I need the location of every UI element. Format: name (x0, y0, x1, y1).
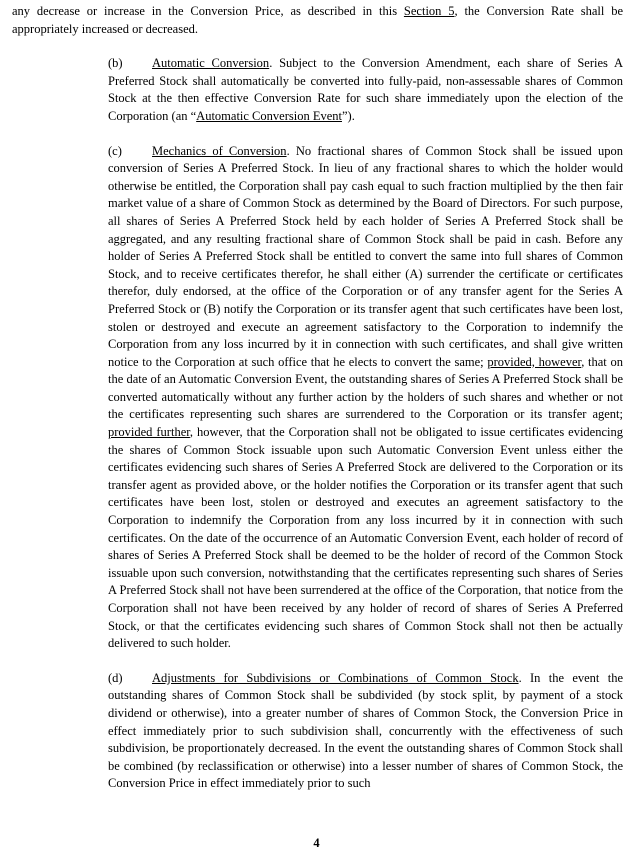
page-number: 4 (313, 836, 320, 850)
continuation-tail: , the Conversion Rate shall be appropriately increased or decreased. (12, 4, 623, 36)
paragraph-d-text: . In the event the outstanding shares of Common Stock shall be subdivided (by stock split, by payment of a stock dividend or otherwise), into a greater number of shares of Common Stock, the Conversion Price in effect immediately prior to such subdivision shall, concurrently with the effectiveness of such subdivision, be proportionately decreased. In the event the outstanding shares of Common Stock shall be combined (by reclassification or otherwise) into a lesser number of shares of Common Stock, the Conversion Price in effect immediately prior to such (108, 670, 623, 791)
paragraph-c-label: (c) (108, 143, 122, 158)
paragraph-c-text-2: , that on the date of an Automatic Conversion Event, the outstanding shares of Series A Preferred Stock shall be converted automatically without any further action by the holders of such shares and whether or not the certificates representing such shares are surrendered to the Corporation or its transfer agent; (108, 354, 623, 422)
proviso-1: provided, however (487, 354, 582, 369)
paragraph-c-heading: Mechanics of Conversion (152, 143, 287, 158)
paragraph-b-text: . Subject to the Conversion Amendment, each share of Series A Preferred Stock shall automatically be converted into fully-paid, non-assessable shares of Common Stock at the then effective Conversion Rate for such share immediately upon the election of the Corporation (an “ (108, 56, 623, 123)
paragraph-b-label: (b) (108, 56, 123, 71)
proviso-2: provided further (108, 425, 190, 440)
paragraph-continuation (12, 3, 623, 38)
paragraph-c-text-3: , however, that the Corporation shall not be obligated to issue certificates evidencing the shares of Common Stock issuable upon such Automatic Conversion Event unless either the certificates evidencing such shares of Series A Preferred Stock are delivered to the Corporation or its transfer agent as provided above, or the holder notifies the Corporation or its transfer agent that such certificates have been lost, stolen or destroyed and executes an agreement satisfactory to the Corporation to indemnify the Corporation from any loss incurred by it in connection with such certificates. On the date of the occurrence of an Automatic Conversion Event, each holder of record of shares of Series A Preferred Stock shall be deemed to be the holder of record of the Common Stock issuable upon such conversion, notwithstanding that the certificates representing such shares of Series A Preferred Stock shall not have been surrendered at the office of the Corporation, that notice from the Corporation shall not have been received by any holder of record of shares of Series A Preferred Stock, or that the certificates evidencing such shares of Common Stock shall not then be actually delivered to such holder. (108, 425, 623, 651)
continuation-text: any decrease or increase in the Conversion Price, as described in this (12, 4, 404, 18)
paragraph-b-heading: Automatic Conversion (152, 56, 270, 71)
section-reference: Section 5 (403, 4, 455, 18)
paragraph-d (12, 670, 623, 793)
defined-term: Automatic Conversion Event (196, 108, 342, 123)
document-page (12, 3, 623, 793)
paragraph-d-label: (d) (108, 670, 123, 685)
paragraph-d-heading: Adjustments for Subdivisions or Combinations of Common Stock (152, 670, 519, 685)
paragraph-b (12, 55, 623, 125)
paragraph-b-end: ”). (341, 108, 355, 123)
paragraph-c-text-1: . No fractional shares of Common Stock shall be issued upon conversion of Series A Preferred Stock. In lieu of any fractional shares to which the holder would otherwise be entitled, the Corporation shall pay cash equal to such fraction multiplied by the then fair market value of a share of Common Stock as determined by the Board of Directors. For such purpose, all shares of Series A Preferred Stock held by each holder of Series A Preferred Stock shall be aggregated, and any resulting fractional share of Common Stock shall be paid in cash. Before any holder of Series A Preferred Stock shall be entitled to convert the same into full shares of Common Stock, and to receive certificates therefor, he shall either (A) surrender the certificate or certificates therefor, duly endorsed, at the office of the Corporation or of any transfer agent for the Series A Preferred Stock or (B) notify the Corporation or its transfer agent that such certificates have been lost, stolen or destroyed and execute an agreement satisfactory to the Corporation to indemnify the Corporation from any loss incurred by it in connection with such certificates, and shall give written notice to the Corporation at such office that he elects to convert the same; (108, 143, 623, 369)
paragraph-c (12, 143, 623, 653)
